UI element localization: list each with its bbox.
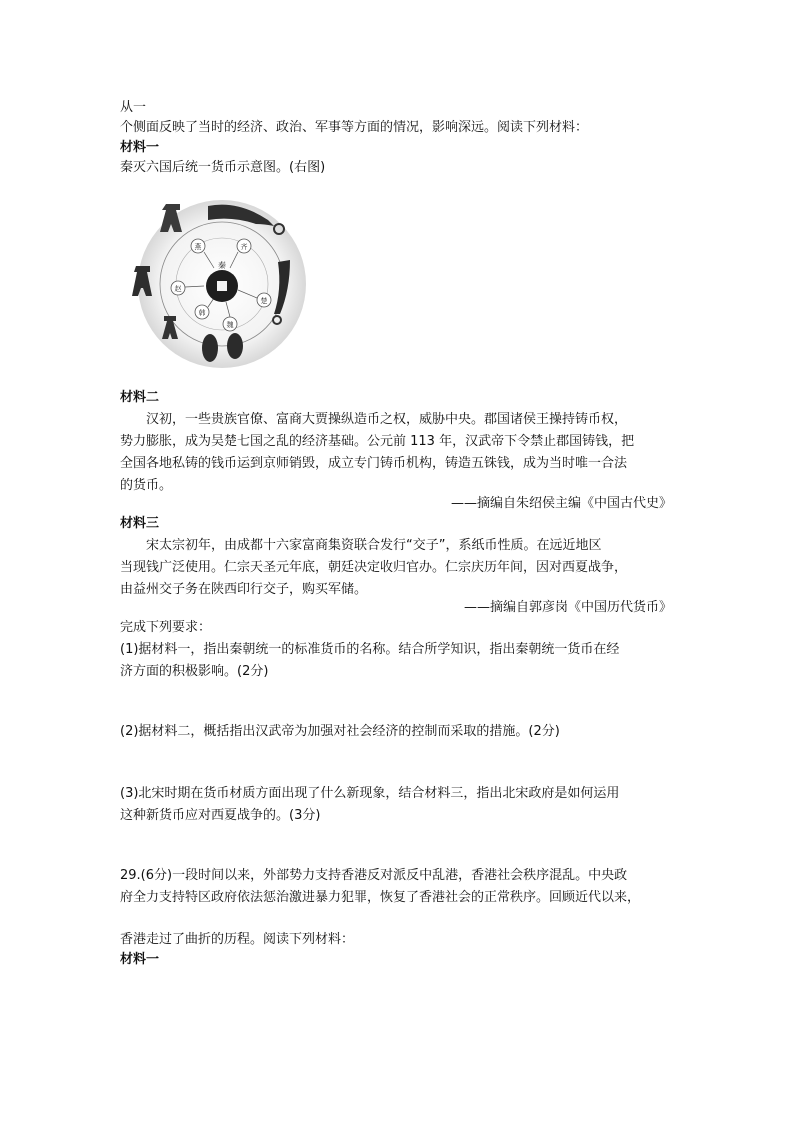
question-29-line-1: 29.(6分)一段时间以来，外部势力支持香港反对派反中乱港，香港社会秩序混乱。中央政 (120, 868, 628, 883)
material-3-title: 材料三 (120, 516, 160, 531)
question-2: (2)据材料二，概括指出汉武帝为加强对社会经济的控制而采取的措施。(2分) (120, 724, 560, 739)
svg-text:魏: 魏 (226, 321, 234, 329)
question-3-line-2: 这种新货币应对西夏战争的。(3分) (120, 808, 321, 823)
svg-text:秦: 秦 (218, 261, 226, 270)
question-29-line-2: 府全力支持特区政府依法惩治激进暴力犯罪，恢复了香港社会的正常秩序。回顾近代以来， (120, 890, 641, 905)
requirements-heading: 完成下列要求： (120, 620, 212, 635)
state-node-qi (237, 239, 251, 253)
question-29-material-1-title: 材料一 (120, 952, 160, 967)
svg-text:燕: 燕 (194, 243, 202, 251)
svg-text:齐: 齐 (240, 243, 248, 251)
state-node-han (195, 305, 209, 319)
material-1-title: 材料一 (120, 140, 160, 155)
question-3-line-1: (3)北宋时期在货币材质方面出现了什么新现象，结合材料三，指出北宋政府是如何运用 (120, 786, 620, 801)
ant-nose-coin-1 (202, 334, 218, 362)
material-2-paragraph-1: 汉初，一些贵族官僚、富商大贾操纵造币之权，威胁中央。郡国诸侯王操持铸币权， (146, 412, 628, 427)
material-3-paragraph-3: 由益州交子务在陕西印行交子，购买军储。 (120, 582, 368, 597)
material-2-paragraph-3: 全国各地私铸的钱币运到京师销毁，成立专门铸币机构，铸造五铢钱，成为当时唯一合法 (120, 456, 628, 471)
state-node-chu (257, 293, 271, 307)
material-2-title: 材料二 (120, 390, 160, 405)
line-intro-1: 从一 (120, 100, 147, 115)
material-1-description: 秦灭六国后统一货币示意图。(右图) (120, 160, 326, 175)
coin-diagram-figure (126, 196, 312, 368)
ant-nose-coin-2 (227, 333, 243, 359)
svg-text:楚: 楚 (260, 297, 268, 305)
question-1-line-2: 济方面的积极影响。(2分) (120, 664, 269, 679)
question-1-line-1: (1)据材料一，指出秦朝统一的标准货币的名称。结合所学知识，指出秦朝统一货币在经 (120, 642, 620, 657)
question-29-line-3: 香港走过了曲折的历程。阅读下列材料： (120, 932, 355, 947)
state-node-wei (223, 317, 237, 331)
material-2-source: ——摘编自朱绍侯主编《中国古代史》 (450, 496, 672, 511)
svg-text:韩: 韩 (198, 309, 206, 317)
state-node-yan (191, 239, 205, 253)
material-3-source: ——摘编自郭彦岗《中国历代货币》 (463, 600, 672, 615)
material-2-paragraph-2: 势力膨胀，成为吴楚七国之乱的经济基础。公元前 113 年，汉武帝下令禁止郡国铸钱，把 (120, 434, 635, 449)
line-intro-2: 个侧面反映了当时的经济、政治、军事等方面的情况，影响深远。阅读下列材料： (120, 120, 589, 135)
material-3-paragraph-2: 当现钱广泛使用。仁宗天圣元年底，朝廷决定收归官办。仁宗庆历年间，因对西夏战争， (120, 560, 628, 575)
svg-text:赵: 赵 (174, 285, 182, 293)
material-3-paragraph-1: 宋太宗初年，由成都十六家富商集资联合发行“交子”，系纸币性质。在远近地区 (146, 538, 602, 553)
material-2-paragraph-4: 的货币。 (120, 478, 173, 493)
state-node-zhao (171, 281, 185, 295)
